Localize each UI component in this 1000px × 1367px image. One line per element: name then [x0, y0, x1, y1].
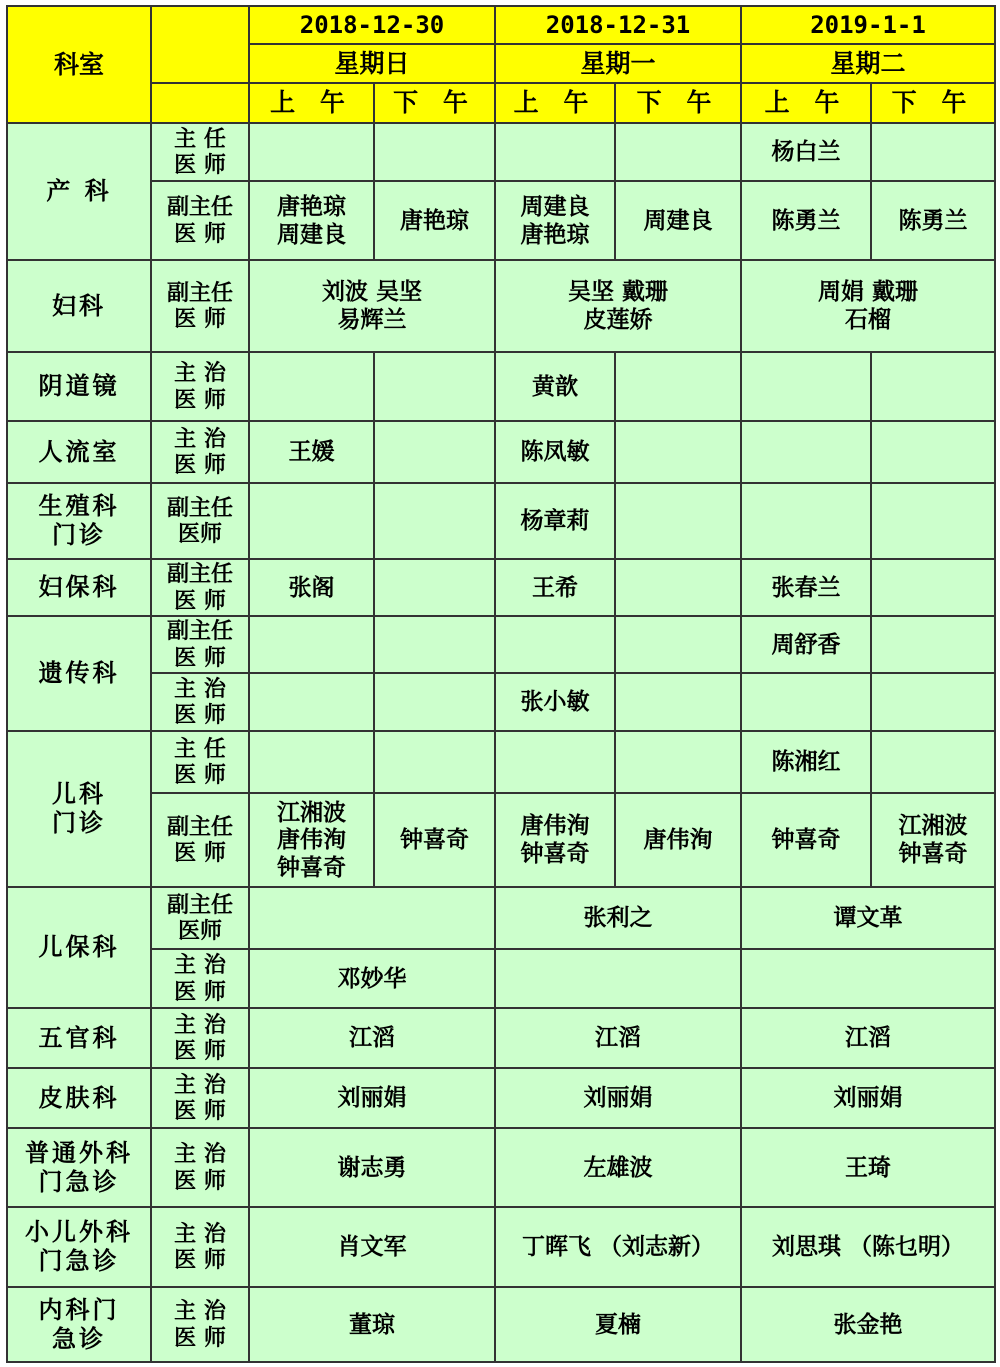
- schedule-cell: 江湘波 唐伟洵 钟喜奇: [249, 793, 374, 887]
- dept-child-care: 儿保科: [7, 887, 151, 1008]
- pm-header-1: 下 午: [374, 83, 495, 123]
- schedule-cell: 周建良 唐艳琼: [495, 181, 615, 260]
- schedule-cell: 唐艳琼: [374, 181, 495, 260]
- schedule-cell: 谢志勇: [249, 1128, 495, 1207]
- doctor-title: 副主任 医 师: [151, 181, 249, 260]
- dept-abortion: 人流室: [7, 421, 151, 483]
- schedule-cell: 吴坚 戴珊 皮莲娇: [495, 260, 741, 352]
- schedule-cell: 刘丽娟: [741, 1068, 995, 1128]
- pm-header-2: 下 午: [615, 83, 741, 123]
- schedule-cell: [615, 616, 741, 673]
- schedule-cell: 唐艳琼 周建良: [249, 181, 374, 260]
- schedule-cell: 夏楠: [495, 1287, 741, 1362]
- schedule-cell: 钟喜奇: [741, 793, 871, 887]
- pm-header-3: 下 午: [871, 83, 995, 123]
- schedule-cell: 陈湘红: [741, 731, 871, 793]
- schedule-cell: [495, 731, 615, 793]
- dept-gynecology: 妇科: [7, 260, 151, 352]
- schedule-cell: [615, 559, 741, 616]
- schedule-cell: 钟喜奇: [374, 793, 495, 887]
- schedule-cell: [249, 352, 374, 421]
- doctor-title: 主 治 医 师: [151, 1128, 249, 1207]
- doctor-title: 主 任 医 师: [151, 731, 249, 793]
- schedule-cell: 董琼: [249, 1287, 495, 1362]
- schedule-cell: 杨白兰: [741, 123, 871, 181]
- schedule-cell: 张利之: [495, 887, 741, 949]
- date-header-3: 2019-1-1: [741, 6, 995, 44]
- doctor-title: 主 治 医 师: [151, 352, 249, 421]
- doctor-title: 副主任 医师: [151, 483, 249, 559]
- weekday-header-3: 星期二: [741, 44, 995, 83]
- schedule-cell: [741, 421, 871, 483]
- dept-dermatology: 皮肤科: [7, 1068, 151, 1128]
- schedule-cell: [374, 616, 495, 673]
- schedule-cell: 周娟 戴珊 石榴: [741, 260, 995, 352]
- dept-obstetrics: 产 科: [7, 123, 151, 260]
- title-header-blank: [151, 6, 249, 83]
- schedule-cell: 陈勇兰: [871, 181, 995, 260]
- dept-pediatrics: 儿科 门诊: [7, 731, 151, 887]
- doctor-title: 副主任 医 师: [151, 559, 249, 616]
- dept-ent: 五官科: [7, 1008, 151, 1068]
- weekday-header-1: 星期日: [249, 44, 495, 83]
- doctor-title: 副主任 医 师: [151, 616, 249, 673]
- doctor-title: 副主任 医 师: [151, 260, 249, 352]
- dept-reproductive: 生殖科 门诊: [7, 483, 151, 559]
- date-header-2: 2018-12-31: [495, 6, 741, 44]
- schedule-cell: [615, 483, 741, 559]
- schedule-cell: [495, 949, 741, 1008]
- schedule-cell: [741, 949, 995, 1008]
- schedule-cell: [249, 616, 374, 673]
- schedule-cell: [741, 352, 871, 421]
- schedule-cell: 江滔: [741, 1008, 995, 1068]
- schedule-cell: 丁晖飞 （刘志新）: [495, 1207, 741, 1287]
- dept-pediatric-surgery: 小儿外科 门急诊: [7, 1207, 151, 1287]
- schedule-cell: [871, 421, 995, 483]
- schedule-cell: [871, 673, 995, 731]
- schedule-cell: [249, 673, 374, 731]
- doctor-title: 主 治 医 师: [151, 421, 249, 483]
- schedule-cell: [871, 731, 995, 793]
- schedule-cell: 陈凤敏: [495, 421, 615, 483]
- schedule-cell: 江滔: [249, 1008, 495, 1068]
- schedule-cell: 周建良: [615, 181, 741, 260]
- doctor-title: 主 治 医 师: [151, 1287, 249, 1362]
- schedule-cell: [374, 673, 495, 731]
- schedule-cell: [249, 731, 374, 793]
- dept-colposcopy: 阴道镜: [7, 352, 151, 421]
- doctor-title: 主 治 医 师: [151, 1008, 249, 1068]
- schedule-cell: [741, 673, 871, 731]
- schedule-cell: [374, 731, 495, 793]
- schedule-cell: [374, 352, 495, 421]
- schedule-cell: 杨章莉: [495, 483, 615, 559]
- schedule-cell: [871, 123, 995, 181]
- schedule-cell: 张小敏: [495, 673, 615, 731]
- schedule-cell: [871, 616, 995, 673]
- am-header-1: 上 午: [249, 83, 374, 123]
- schedule-cell: 张春兰: [741, 559, 871, 616]
- schedule-cell: [249, 887, 495, 949]
- doctor-title: 副主任 医师: [151, 887, 249, 949]
- schedule-cell: [374, 483, 495, 559]
- schedule-cell: [374, 559, 495, 616]
- schedule-cell: 张阁: [249, 559, 374, 616]
- date-header-1: 2018-12-30: [249, 6, 495, 44]
- schedule-cell: [374, 421, 495, 483]
- schedule-cell: 刘波 吴坚 易辉兰: [249, 260, 495, 352]
- schedule-cell: 左雄波: [495, 1128, 741, 1207]
- schedule-cell: 谭文革: [741, 887, 995, 949]
- schedule-cell: 王媛: [249, 421, 374, 483]
- doctor-title: 主 治 医 师: [151, 1068, 249, 1128]
- schedule-cell: [615, 673, 741, 731]
- schedule-cell: [615, 731, 741, 793]
- dept-header: 科室: [7, 6, 151, 123]
- am-header-2: 上 午: [495, 83, 615, 123]
- schedule-cell: [495, 616, 615, 673]
- doctor-title: 主 治 医 师: [151, 673, 249, 731]
- schedule-cell: [871, 483, 995, 559]
- schedule-cell: 王琦: [741, 1128, 995, 1207]
- dept-internal-medicine: 内科门 急诊: [7, 1287, 151, 1362]
- doctor-title: 主 治 医 师: [151, 949, 249, 1008]
- weekday-header-2: 星期一: [495, 44, 741, 83]
- schedule-cell: 肖文军: [249, 1207, 495, 1287]
- schedule-cell: 刘丽娟: [495, 1068, 741, 1128]
- doctor-title: 主 任 医 师: [151, 123, 249, 181]
- schedule-cell: 刘思琪 （陈乜明）: [741, 1207, 995, 1287]
- schedule-cell: [249, 123, 374, 181]
- am-header-3: 上 午: [741, 83, 871, 123]
- dept-maternal-care: 妇保科: [7, 559, 151, 616]
- schedule-cell: 周舒香: [741, 616, 871, 673]
- schedule-cell: [495, 123, 615, 181]
- schedule-cell: [615, 352, 741, 421]
- schedule-cell: 王希: [495, 559, 615, 616]
- schedule-cell: 江湘波 钟喜奇: [871, 793, 995, 887]
- doctor-title: 主 治 医 师: [151, 1207, 249, 1287]
- title-header-blank-2: [151, 83, 249, 123]
- schedule-cell: [615, 123, 741, 181]
- schedule-cell: 陈勇兰: [741, 181, 871, 260]
- schedule-cell: [249, 483, 374, 559]
- doctor-title: 副主任 医 师: [151, 793, 249, 887]
- schedule-cell: 唐伟洵: [615, 793, 741, 887]
- schedule-cell: 唐伟洵 钟喜奇: [495, 793, 615, 887]
- schedule-cell: 黄歆: [495, 352, 615, 421]
- duty-schedule-table: [6, 5, 996, 1363]
- schedule-cell: [374, 123, 495, 181]
- schedule-cell: 江滔: [495, 1008, 741, 1068]
- schedule-cell: [741, 483, 871, 559]
- schedule-cell: 刘丽娟: [249, 1068, 495, 1128]
- schedule-cell: [871, 352, 995, 421]
- dept-genetics: 遗传科: [7, 616, 151, 731]
- schedule-cell: [871, 559, 995, 616]
- dept-general-surgery: 普通外科 门急诊: [7, 1128, 151, 1207]
- schedule-cell: 张金艳: [741, 1287, 995, 1362]
- schedule-cell: 邓妙华: [249, 949, 495, 1008]
- schedule-cell: [615, 421, 741, 483]
